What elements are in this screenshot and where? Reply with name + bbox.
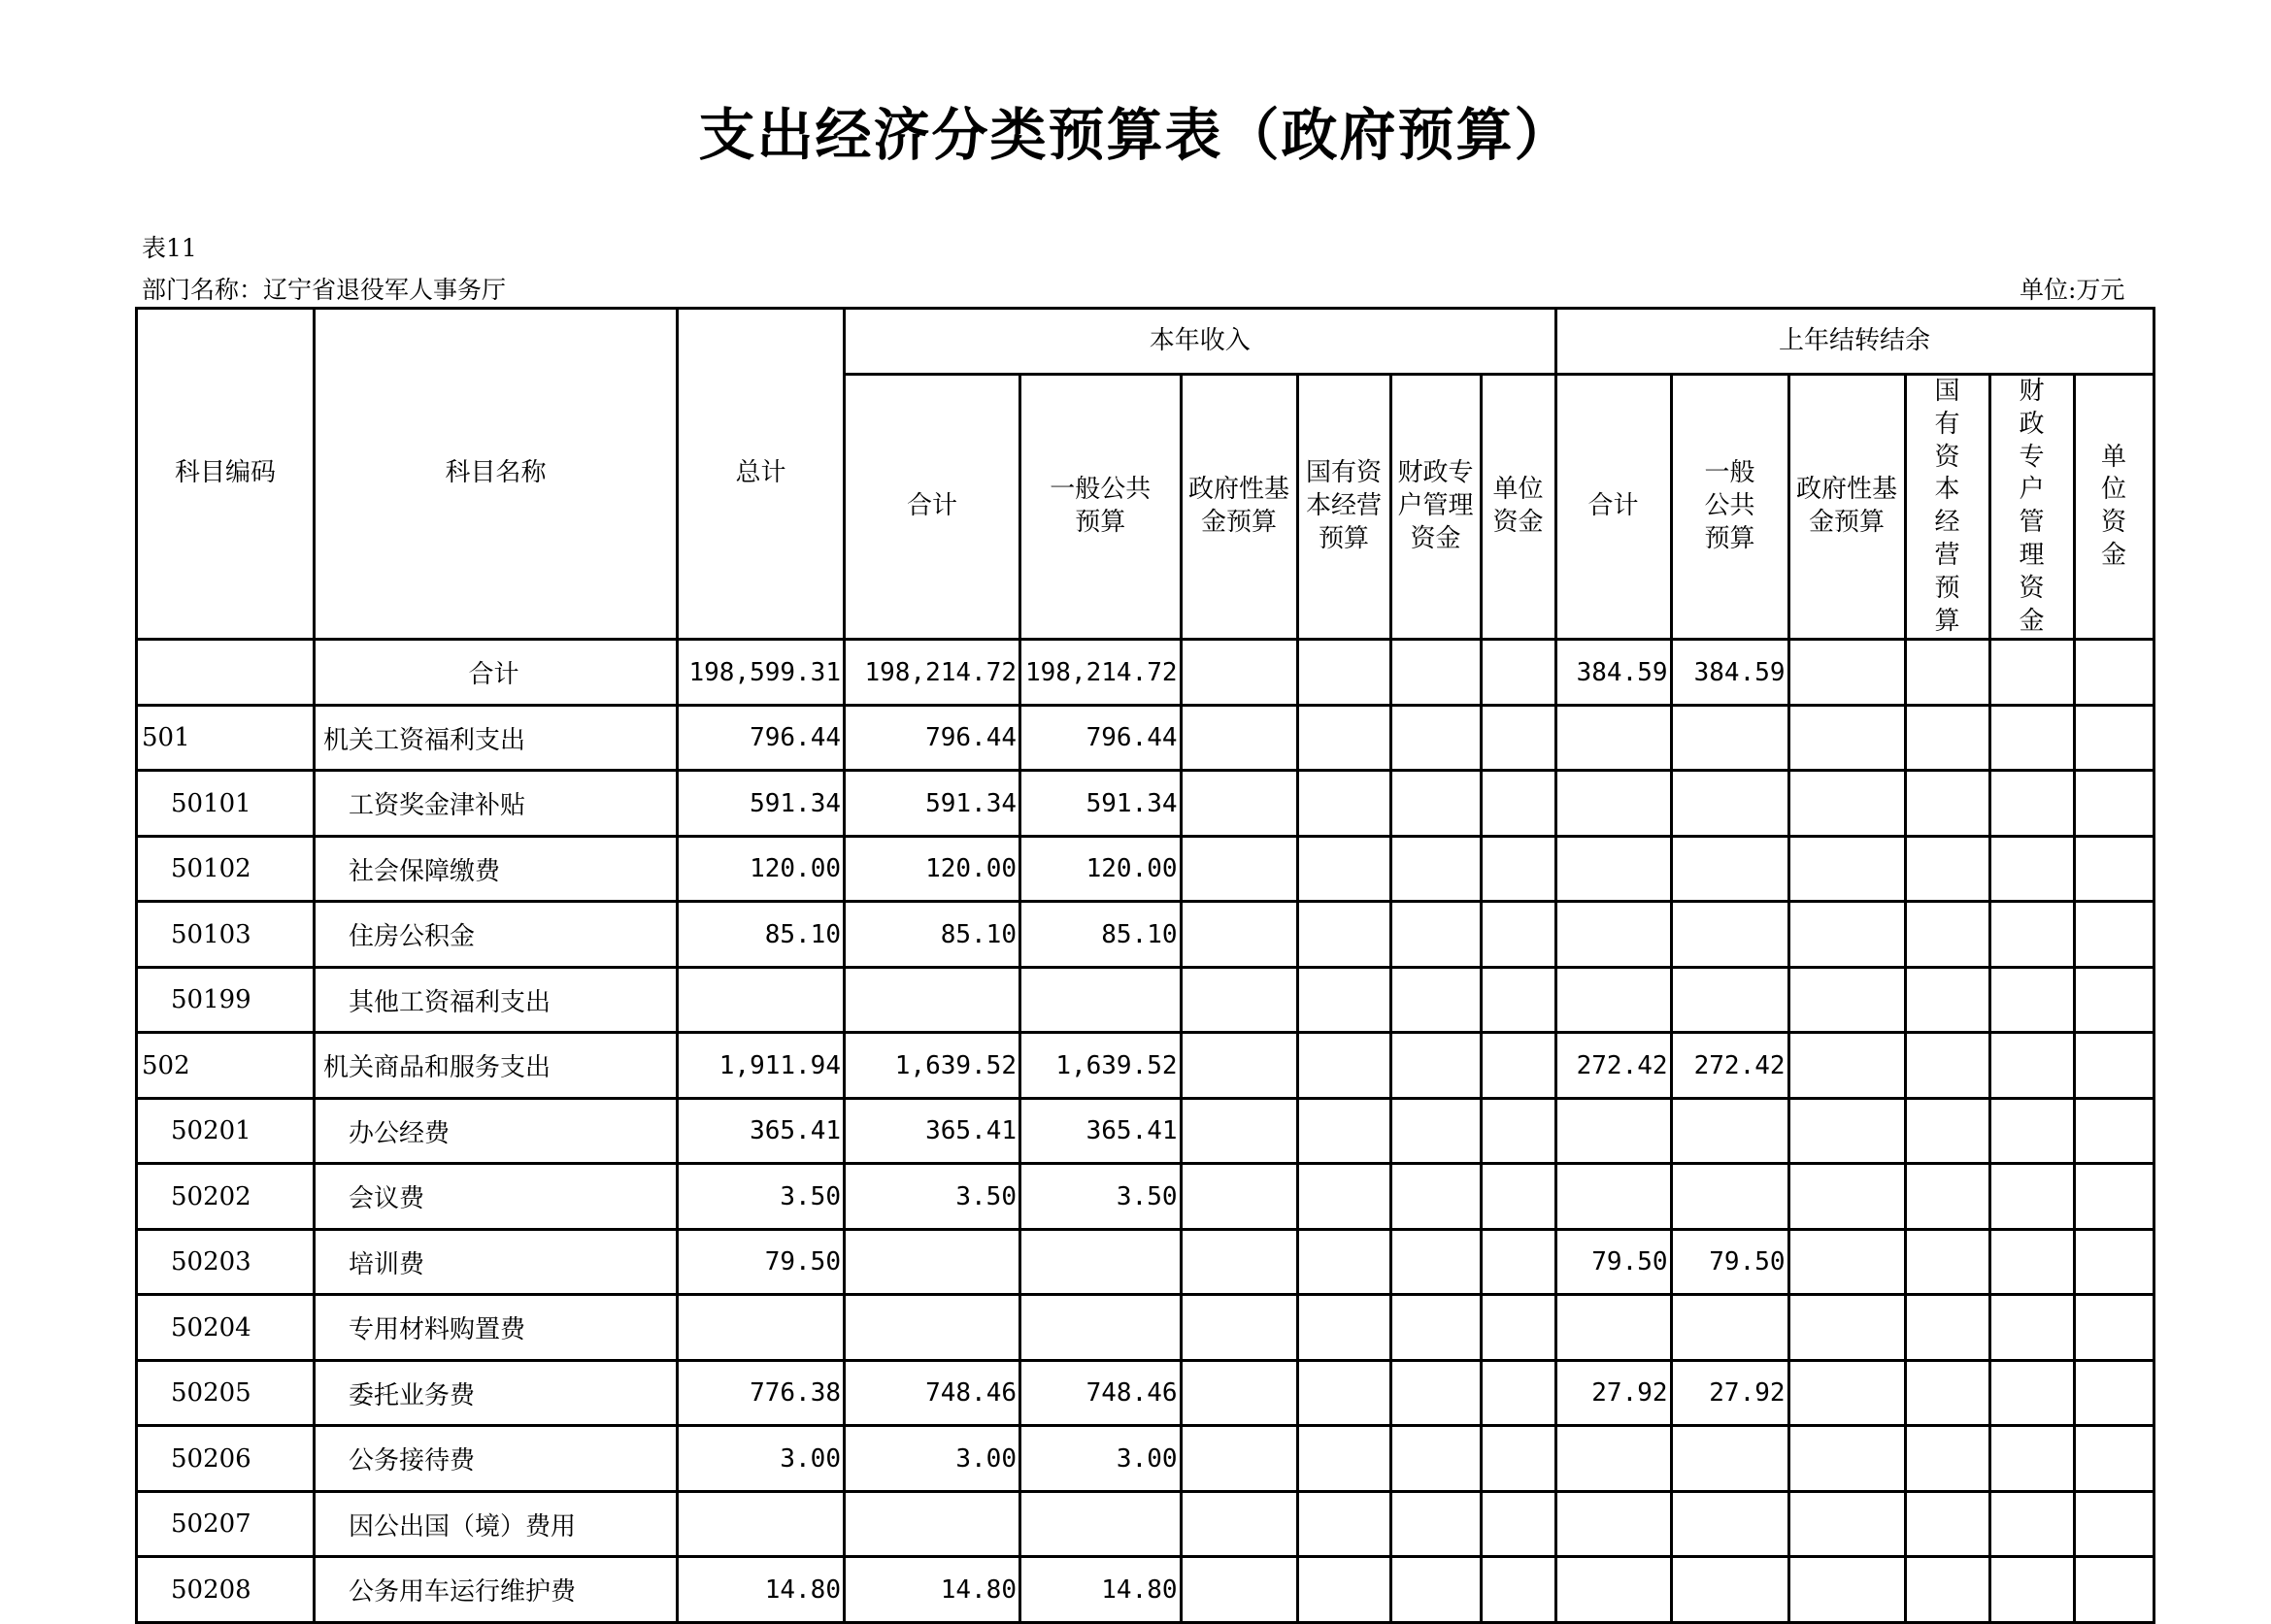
cell-total (678, 967, 845, 1033)
cell-prev-unit (2074, 1098, 2154, 1164)
cell-cur-unit (1481, 967, 1555, 1033)
cell-cur-general: 198,214.72 (1020, 640, 1182, 706)
cell-prev-general (1671, 1295, 1788, 1361)
cell-name: 会议费 (315, 1164, 678, 1230)
cell-cur-fund (1181, 1491, 1297, 1557)
cell-cur-sum: 591.34 (845, 771, 1020, 837)
cell-prev-special (1989, 836, 2074, 902)
cell-prev-special (1989, 1426, 2074, 1492)
cell-code: 50202 (137, 1164, 315, 1230)
cell-total (678, 1491, 845, 1557)
cell-cur-unit (1481, 836, 1555, 902)
cell-cur-sum (845, 1491, 1020, 1557)
cell-cur-special (1390, 836, 1481, 902)
cell-prev-special (1989, 1098, 2074, 1164)
cell-prev-fund (1788, 1360, 1905, 1426)
cell-prev-state-capital (1905, 640, 1989, 706)
cell-prev-state-capital (1905, 1098, 1989, 1164)
cell-cur-unit (1481, 902, 1555, 968)
header-carryover: 上年结转结余 (1555, 309, 2154, 375)
table-row (137, 1426, 2154, 1492)
cell-total: 3.00 (678, 1426, 845, 1492)
header-prev-general: 一般公共预算 (1671, 375, 1788, 640)
cell-cur-special (1390, 705, 1481, 771)
header-prev-sum: 合计 (1555, 375, 1671, 640)
cell-cur-unit (1481, 1360, 1555, 1426)
cell-prev-sum (1555, 1491, 1671, 1557)
table-total-row (137, 640, 2154, 706)
cell-cur-state-capital (1297, 1426, 1390, 1492)
cell-prev-general (1671, 705, 1788, 771)
cell-total: 1,911.94 (678, 1033, 845, 1099)
cell-prev-state-capital (1905, 1491, 1989, 1557)
cell-cur-fund (1181, 1164, 1297, 1230)
cell-cur-unit (1481, 1229, 1555, 1295)
cell-cur-sum: 14.80 (845, 1557, 1020, 1623)
table-row (137, 1229, 2154, 1295)
cell-cur-general: 1,639.52 (1020, 1033, 1182, 1099)
cell-cur-fund (1181, 771, 1297, 837)
cell-cur-special (1390, 1033, 1481, 1099)
cell-prev-general (1671, 902, 1788, 968)
table-row (137, 771, 2154, 837)
cell-code: 50102 (137, 836, 315, 902)
cell-total: 198,599.31 (678, 640, 845, 706)
cell-cur-special (1390, 640, 1481, 706)
cell-cur-fund (1181, 1229, 1297, 1295)
cell-cur-general: 3.00 (1020, 1426, 1182, 1492)
cell-prev-sum: 384.59 (1555, 640, 1671, 706)
cell-code: 50199 (137, 967, 315, 1033)
cell-cur-sum: 1,639.52 (845, 1033, 1020, 1099)
cell-cur-state-capital (1297, 1360, 1390, 1426)
cell-prev-state-capital (1905, 705, 1989, 771)
cell-cur-general (1020, 1229, 1182, 1295)
cell-cur-sum: 120.00 (845, 836, 1020, 902)
cell-cur-special (1390, 1557, 1481, 1623)
cell-prev-unit (2074, 1033, 2154, 1099)
cell-prev-special (1989, 1033, 2074, 1099)
cell-cur-special (1390, 1098, 1481, 1164)
cell-cur-fund (1181, 1360, 1297, 1426)
cell-cur-special (1390, 1360, 1481, 1426)
cell-prev-fund (1788, 1426, 1905, 1492)
cell-prev-fund (1788, 1491, 1905, 1557)
cell-prev-fund (1788, 1295, 1905, 1361)
header-prev-fund: 政府性基金预算 (1788, 375, 1905, 640)
cell-cur-general: 748.46 (1020, 1360, 1182, 1426)
cell-prev-general: 272.42 (1671, 1033, 1788, 1099)
cell-total: 365.41 (678, 1098, 845, 1164)
cell-prev-general: 384.59 (1671, 640, 1788, 706)
cell-cur-fund (1181, 902, 1297, 968)
cell-cur-general (1020, 1491, 1182, 1557)
cell-cur-state-capital (1297, 1229, 1390, 1295)
cell-cur-special (1390, 1229, 1481, 1295)
header-prev-special: 财政专户管理资金 (1989, 375, 2074, 640)
table-row (137, 967, 2154, 1033)
header-code: 科目编码 (137, 309, 315, 640)
cell-cur-unit (1481, 1557, 1555, 1623)
cell-prev-unit (2074, 1164, 2154, 1230)
cell-cur-state-capital (1297, 1295, 1390, 1361)
cell-prev-general: 27.92 (1671, 1360, 1788, 1426)
cell-prev-special (1989, 640, 2074, 706)
cell-prev-sum (1555, 1426, 1671, 1492)
cell-cur-sum (845, 1295, 1020, 1361)
cell-code: 50204 (137, 1295, 315, 1361)
cell-prev-general (1671, 1164, 1788, 1230)
cell-cur-state-capital (1297, 1557, 1390, 1623)
cell-cur-fund (1181, 1295, 1297, 1361)
header-prev-unit: 单位资金 (2074, 375, 2154, 640)
cell-cur-sum (845, 1229, 1020, 1295)
cell-total: 776.38 (678, 1360, 845, 1426)
cell-cur-fund (1181, 836, 1297, 902)
cell-cur-sum: 3.00 (845, 1426, 1020, 1492)
cell-prev-general (1671, 967, 1788, 1033)
table-row (137, 1491, 2154, 1557)
cell-cur-unit (1481, 1164, 1555, 1230)
cell-prev-state-capital (1905, 1557, 1989, 1623)
cell-prev-unit (2074, 836, 2154, 902)
cell-prev-sum (1555, 1557, 1671, 1623)
cell-name: 机关商品和服务支出 (315, 1033, 678, 1099)
cell-name: 工资奖金津补贴 (315, 771, 678, 837)
cell-code: 50101 (137, 771, 315, 837)
table-row (137, 1295, 2154, 1361)
cell-name: 合计 (315, 640, 678, 706)
cell-cur-unit (1481, 771, 1555, 837)
cell-cur-fund (1181, 1098, 1297, 1164)
cell-cur-state-capital (1297, 640, 1390, 706)
table-row (137, 1164, 2154, 1230)
cell-prev-fund (1788, 1557, 1905, 1623)
cell-cur-fund (1181, 1426, 1297, 1492)
cell-prev-unit (2074, 705, 2154, 771)
cell-prev-state-capital (1905, 1295, 1989, 1361)
cell-name: 公务接待费 (315, 1426, 678, 1492)
cell-prev-sum (1555, 771, 1671, 837)
header-prev-state-capital: 国有资本经营预算 (1905, 375, 1989, 640)
header-cur-special: 财政专户管理资金 (1390, 375, 1481, 640)
cell-prev-unit (2074, 640, 2154, 706)
cell-prev-unit (2074, 967, 2154, 1033)
cell-code: 501 (137, 705, 315, 771)
cell-prev-state-capital (1905, 1426, 1989, 1492)
cell-cur-sum: 3.50 (845, 1164, 1020, 1230)
cell-prev-fund (1788, 1033, 1905, 1099)
cell-cur-state-capital (1297, 771, 1390, 837)
header-total: 总计 (678, 309, 845, 640)
budget-table (135, 307, 2155, 1624)
cell-code: 50103 (137, 902, 315, 968)
cell-prev-state-capital (1905, 902, 1989, 968)
cell-cur-unit (1481, 1491, 1555, 1557)
cell-code: 50201 (137, 1098, 315, 1164)
cell-cur-special (1390, 1164, 1481, 1230)
cell-cur-state-capital (1297, 1033, 1390, 1099)
cell-name: 住房公积金 (315, 902, 678, 968)
cell-name: 办公经费 (315, 1098, 678, 1164)
header-cur-fund: 政府性基金预算 (1181, 375, 1297, 640)
cell-prev-state-capital (1905, 836, 1989, 902)
cell-prev-special (1989, 1557, 2074, 1623)
cell-prev-general: 79.50 (1671, 1229, 1788, 1295)
cell-prev-fund (1788, 640, 1905, 706)
table-row (137, 902, 2154, 968)
cell-cur-special (1390, 1491, 1481, 1557)
cell-prev-special (1989, 902, 2074, 968)
table-number: 表11 (142, 234, 197, 262)
header-cur-general: 一般公共预算 (1020, 375, 1182, 640)
cell-prev-sum (1555, 1164, 1671, 1230)
cell-prev-general (1671, 836, 1788, 902)
cell-cur-general: 3.50 (1020, 1164, 1182, 1230)
cell-code: 50205 (137, 1360, 315, 1426)
cell-name: 培训费 (315, 1229, 678, 1295)
cell-cur-state-capital (1297, 1098, 1390, 1164)
cell-code (137, 640, 315, 706)
cell-name: 委托业务费 (315, 1360, 678, 1426)
cell-cur-sum: 748.46 (845, 1360, 1020, 1426)
cell-prev-state-capital (1905, 1164, 1989, 1230)
cell-cur-state-capital (1297, 705, 1390, 771)
cell-cur-sum: 796.44 (845, 705, 1020, 771)
cell-prev-unit (2074, 1229, 2154, 1295)
page-title: 支出经济分类预算表（政府预算） (698, 102, 1573, 168)
cell-prev-special (1989, 1360, 2074, 1426)
cell-prev-special (1989, 1229, 2074, 1295)
cell-cur-unit (1481, 1098, 1555, 1164)
cell-prev-general (1671, 1098, 1788, 1164)
cell-prev-fund (1788, 836, 1905, 902)
cell-prev-fund (1788, 902, 1905, 968)
cell-name: 社会保障缴费 (315, 836, 678, 902)
cell-prev-general (1671, 1557, 1788, 1623)
cell-cur-general: 14.80 (1020, 1557, 1182, 1623)
department-name: 部门名称：辽宁省退役军人事务厅 (142, 276, 507, 304)
cell-prev-special (1989, 705, 2074, 771)
cell-prev-general (1671, 1426, 1788, 1492)
cell-prev-sum (1555, 902, 1671, 968)
cell-cur-unit (1481, 705, 1555, 771)
cell-cur-sum: 365.41 (845, 1098, 1020, 1164)
cell-cur-general: 85.10 (1020, 902, 1182, 968)
cell-cur-special (1390, 771, 1481, 837)
cell-prev-sum (1555, 967, 1671, 1033)
cell-code: 50207 (137, 1491, 315, 1557)
cell-cur-fund (1181, 705, 1297, 771)
cell-name: 其他工资福利支出 (315, 967, 678, 1033)
cell-cur-state-capital (1297, 902, 1390, 968)
cell-cur-fund (1181, 1033, 1297, 1099)
cell-cur-sum: 198,214.72 (845, 640, 1020, 706)
cell-total: 796.44 (678, 705, 845, 771)
cell-total: 85.10 (678, 902, 845, 968)
header-cur-unit: 单位资金 (1481, 375, 1555, 640)
cell-prev-fund (1788, 1098, 1905, 1164)
cell-prev-sum: 272.42 (1555, 1033, 1671, 1099)
unit-label: 单位:万元 (2020, 276, 2125, 304)
cell-cur-general: 796.44 (1020, 705, 1182, 771)
cell-prev-fund (1788, 1164, 1905, 1230)
cell-name: 机关工资福利支出 (315, 705, 678, 771)
cell-prev-state-capital (1905, 1229, 1989, 1295)
cell-prev-state-capital (1905, 967, 1989, 1033)
cell-prev-sum (1555, 1295, 1671, 1361)
cell-code: 50208 (137, 1557, 315, 1623)
cell-code: 502 (137, 1033, 315, 1099)
cell-cur-special (1390, 1295, 1481, 1361)
cell-prev-general (1671, 771, 1788, 837)
table-row (137, 1033, 2154, 1099)
cell-cur-unit (1481, 640, 1555, 706)
cell-prev-unit (2074, 771, 2154, 837)
cell-total (678, 1295, 845, 1361)
cell-cur-unit (1481, 1033, 1555, 1099)
header-cur-state-capital: 国有资本经营预算 (1297, 375, 1390, 640)
cell-prev-sum (1555, 1098, 1671, 1164)
cell-prev-unit (2074, 1557, 2154, 1623)
cell-name: 因公出国（境）费用 (315, 1491, 678, 1557)
table-row (137, 705, 2154, 771)
cell-prev-sum: 27.92 (1555, 1360, 1671, 1426)
cell-prev-unit (2074, 1426, 2154, 1492)
cell-prev-special (1989, 771, 2074, 837)
table-row (137, 1098, 2154, 1164)
table-row (137, 836, 2154, 902)
cell-prev-sum (1555, 705, 1671, 771)
cell-prev-unit (2074, 1295, 2154, 1361)
cell-cur-general (1020, 1295, 1182, 1361)
cell-cur-special (1390, 1426, 1481, 1492)
cell-prev-special (1989, 967, 2074, 1033)
cell-prev-fund (1788, 705, 1905, 771)
cell-prev-sum (1555, 836, 1671, 902)
cell-cur-general (1020, 967, 1182, 1033)
cell-prev-special (1989, 1164, 2074, 1230)
cell-cur-special (1390, 967, 1481, 1033)
cell-code: 50203 (137, 1229, 315, 1295)
cell-prev-special (1989, 1295, 2074, 1361)
cell-cur-state-capital (1297, 1164, 1390, 1230)
cell-cur-general: 120.00 (1020, 836, 1182, 902)
cell-prev-sum: 79.50 (1555, 1229, 1671, 1295)
cell-total: 591.34 (678, 771, 845, 837)
cell-prev-unit (2074, 1491, 2154, 1557)
cell-prev-fund (1788, 967, 1905, 1033)
cell-prev-state-capital (1905, 771, 1989, 837)
cell-cur-sum (845, 967, 1020, 1033)
cell-name: 专用材料购置费 (315, 1295, 678, 1361)
cell-cur-fund (1181, 640, 1297, 706)
cell-prev-fund (1788, 771, 1905, 837)
cell-prev-unit (2074, 902, 2154, 968)
cell-name: 公务用车运行维护费 (315, 1557, 678, 1623)
cell-total: 3.50 (678, 1164, 845, 1230)
cell-cur-sum: 85.10 (845, 902, 1020, 968)
cell-cur-unit (1481, 1426, 1555, 1492)
header-cur-sum: 合计 (845, 375, 1020, 640)
cell-cur-general: 591.34 (1020, 771, 1182, 837)
cell-total: 14.80 (678, 1557, 845, 1623)
header-name: 科目名称 (315, 309, 678, 640)
cell-prev-state-capital (1905, 1033, 1989, 1099)
cell-prev-fund (1788, 1229, 1905, 1295)
cell-cur-state-capital (1297, 836, 1390, 902)
cell-code: 50206 (137, 1426, 315, 1492)
cell-cur-unit (1481, 1295, 1555, 1361)
cell-cur-special (1390, 902, 1481, 968)
cell-cur-fund (1181, 967, 1297, 1033)
cell-cur-fund (1181, 1557, 1297, 1623)
cell-prev-state-capital (1905, 1360, 1989, 1426)
cell-prev-special (1989, 1491, 2074, 1557)
cell-prev-general (1671, 1491, 1788, 1557)
cell-total: 79.50 (678, 1229, 845, 1295)
cell-cur-state-capital (1297, 1491, 1390, 1557)
table-row (137, 1360, 2154, 1426)
cell-cur-state-capital (1297, 967, 1390, 1033)
cell-total: 120.00 (678, 836, 845, 902)
cell-prev-unit (2074, 1360, 2154, 1426)
cell-cur-general: 365.41 (1020, 1098, 1182, 1164)
header-current-year: 本年收入 (845, 309, 1556, 375)
table-row (137, 1557, 2154, 1623)
